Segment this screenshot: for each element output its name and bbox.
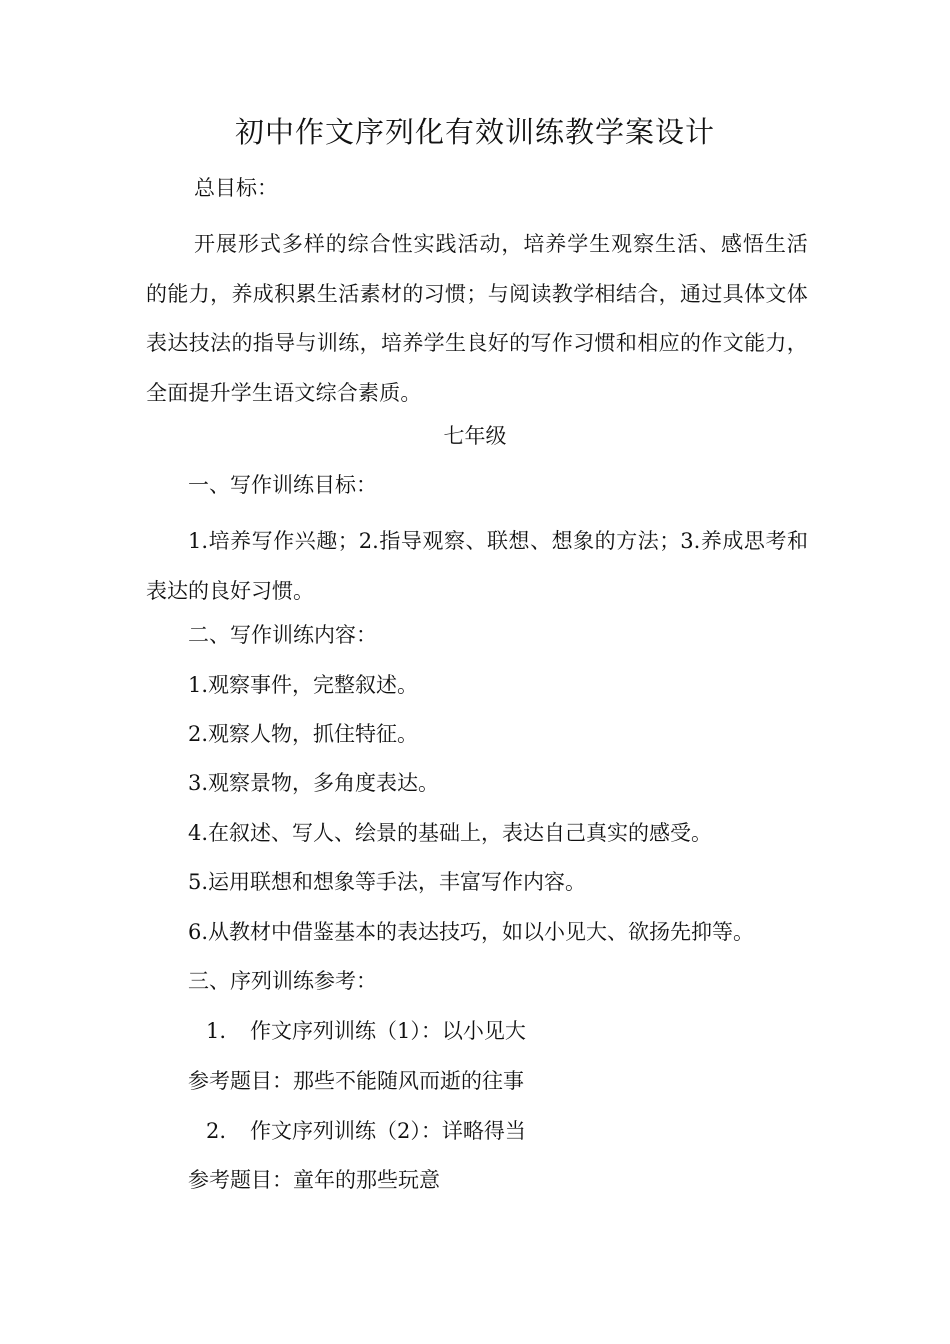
section2-item: 1.观察事件，完整叙述。 xyxy=(188,673,419,697)
overall-goal-paragraph: 开展形式多样的综合性实践活动，培养学生观察生活、感悟生活的能力，养成积累生活素材的习惯；与阅读教学相结合，通过具体文体表达技法的指导与训练，培养学生良好的写作习惯和相应的作文能力，全面提升学生语文综合素质。 xyxy=(146,232,808,405)
overall-goal-label: 总目标： xyxy=(194,176,278,200)
training-title: 作文序列训练（1）：以小见大 xyxy=(250,1019,526,1043)
training-number: 1. xyxy=(206,1019,227,1043)
training-number: 2. xyxy=(206,1119,227,1143)
section2-item: 2.观察人物，抓住特征。 xyxy=(188,722,419,746)
grade-heading: 七年级 xyxy=(443,424,507,448)
section2-item: 5.运用联想和想象等手法，丰富写作内容。 xyxy=(188,870,587,894)
section3-heading: 三、序列训练参考： xyxy=(188,969,377,993)
section1-heading: 一、写作训练目标： xyxy=(188,473,377,497)
section2-item: 3.观察景物，多角度表达。 xyxy=(188,771,440,795)
section2-heading: 二、写作训练内容： xyxy=(188,623,377,647)
training-title: 作文序列训练（2）：详略得当 xyxy=(250,1119,526,1143)
document-title: 初中作文序列化有效训练教学案设计 xyxy=(234,115,715,149)
section2-item: 4.在叙述、写人、绘景的基础上，表达自己真实的感受。 xyxy=(188,821,713,845)
training-reference: 参考题目：那些不能随风而逝的往事 xyxy=(188,1069,524,1093)
section1-paragraph: 1.培养写作兴趣；2.指导观察、联想、想象的方法；3.养成思考和表达的良好习惯。 xyxy=(146,529,808,603)
training-reference: 参考题目：童年的那些玩意 xyxy=(188,1168,440,1192)
section2-item: 6.从教材中借鉴基本的表达技巧，如以小见大、欲扬先抑等。 xyxy=(188,920,755,944)
